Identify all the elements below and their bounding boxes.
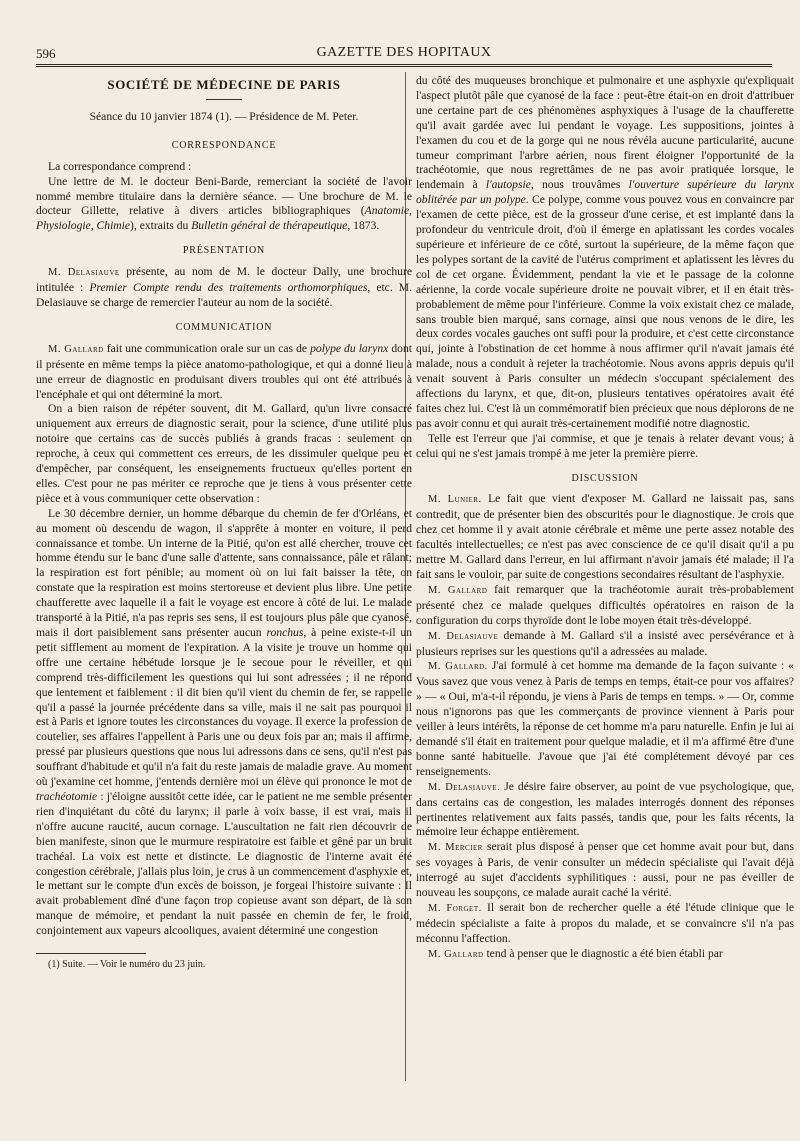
paragraph: M. Delasiauve demande à M. Gallard s'il a insisté avec persévérance et à plusieurs reprises sur les questions qu'il a adressées au malade. bbox=[416, 628, 794, 658]
paragraph: Une lettre de M. le docteur Beni-Barde, remerciant la société de l'avoir nommé membre titulaire dans la dernière séance. — Une brochure de M. le docteur Gillette, relative à divers articles bibliographiques (Anatomie, Physiologie, Chimie), extraits du Bulletin général de thérapeutique, 1873. bbox=[36, 174, 412, 233]
page-header bbox=[36, 44, 772, 62]
speaker-name: M. Gallard. bbox=[428, 661, 488, 673]
running-title: GAZETTE DES HOPITAUX bbox=[316, 45, 492, 60]
speaker-name: M. Delasiauve bbox=[48, 267, 120, 279]
speaker-name: M. Delasiauve bbox=[428, 630, 499, 642]
paragraph: M. Delasiauve présente, au nom de M. le docteur Dally, une brochure intitulée : Premier Compte rendu des traitements orthomorphiques, etc. M. Delasiauve se charge de remercier l'auteur au nom de la société. bbox=[36, 265, 412, 309]
section-head-communication: COMMUNICATION bbox=[175, 321, 273, 333]
paragraph: M. Gallard fait remarquer que la trachéotomie aurait très-probablement présenté chez ce malade quelques difficultés opératoires en raison de la configuration du corps thyroïde dont le lobe moyen était très-développé. bbox=[416, 582, 794, 627]
header-rule bbox=[36, 64, 772, 67]
speaker-name: M. Delasiauve. bbox=[428, 781, 501, 793]
paragraph: La correspondance comprend : bbox=[48, 159, 192, 173]
paragraph: M. Gallard fait une communication orale sur un cas de polype du larynx dont il présente en même temps la pièce anatomo-pathologique, et qui a donné lieu à une erreur de diagnostic en produisant divers troubles qui ont été attribués à l'encéphale et qui ont déterminé la mort. bbox=[36, 341, 412, 401]
right-column bbox=[416, 74, 794, 963]
paragraph: On a bien raison de répéter souvent, dit M. Gallard, qu'un livre consacré uniquement aux erreurs de diagnostic serait, pour la science, d'une utilité plus notoire que certains cas de succès publiés à grands fracas : seulement on reproche, à ceux qui commettent ces erreurs, de les dissimuler quelque peu et d'empêcher, par conséquent, les enseignements fructueux qu'elles portent en elles. C'est pour ne pas mériter ce reproche que je tiens à vous présenter cette pièce et à vous communiquer cette observation : bbox=[36, 402, 412, 505]
title-rule bbox=[206, 99, 242, 100]
section-head-presentation: PRÉSENTATION bbox=[182, 245, 266, 257]
session-line: Séance du 10 janvier 1874 (1). — Présidence de M. Peter. bbox=[89, 109, 359, 123]
footnote: (1) Suite. — Voir le numéro du 23 juin. bbox=[48, 959, 206, 971]
paragraph: Telle est l'erreur que j'ai commise, et que je tenais à relater devant vous; à celui qui ne s'est jamais trompé à me jeter la première pierre. bbox=[416, 431, 794, 460]
paragraph: M. Gallard. J'ai formulé à cet homme ma demande de la façon suivante : « Vous savez que vous venez à Paris de temps en temps, était-ce pour vos affaires? » — « Oui, m'a-t-il répondu, je viens à Paris de temps en temps. » — Or, comme nous n'ignorons pas que les commerçants de province viennent à Paris pour veiller à leurs intérêts, la réponse de cet homme m'a paru naturelle. Enfin je lui ai demandé s'il était en traitement pour quelque maladie, et il m'a affirmé être d'une bonne santé habituelle. J'avoue que j'ai été complétement dévoyé par ces renseignements. bbox=[416, 659, 794, 778]
speaker-name: M. Mercier bbox=[428, 842, 483, 854]
paragraph: M. Mercier serait plus disposé à penser que cet homme avait pour but, dans ses voyages à Paris, de venir consulter un médecin spécialiste qui l'avait déjà interrogé au sujet d'accidents syphilitiques : aussi, pour ne pas éveiller de nouveau les soupçons, ce malade aurait caché la vérité. bbox=[416, 840, 794, 900]
speaker-name: M. Gallard bbox=[48, 343, 104, 355]
paragraph: M. Forget. Il serait bon de rechercher quelle a été l'étude clinique que le médecin spécialiste a faite à propos du malade, et se convaincre s'il n'a pas méconnu l'affection. bbox=[416, 900, 794, 945]
page-number: 596 bbox=[36, 46, 56, 61]
left-column bbox=[36, 74, 412, 973]
paragraph: Le 30 décembre dernier, un homme débarque du chemin de fer d'Orléans, et au moment où descendu de wagon, il s'apprête à monter en voiture, il perd connaissance et tombe. Un interne de la Pitié, qu'on est allé chercher, trouve cet homme étendu sur le banc d'une salle d'attente, sans connaissance, pâle et râlant; la respiration est fort pénible; au moment où on lui fait baisser la tête, on constate que la respiration est moins stertoreuse et devient plus libre. Une petite chaufferette avec laquelle il a fait le voyage est encore à côté de lui. Le malade transporté à la Pitié, n'a pas repris ses sens, il est toujours plus pâle que cyanosé, mais il dort paisiblement sans présenter aucun ronchus, à peine existe-t-il un petit sifflement au moment de l'expiration. A la visite je trouve un homme qui offre une certaine hébétude lorsque je le secoue pour le réveiller, et qui comprend très-difficilement les questions qui lui sont adressées ; il ne répond que lentement et faiblement : il dit bien qu'il vient du chemin de fer, se rappelle qu'il a passé la journée précédente dans sa ville, mais il ne sait pas pourquoi il est à Paris et ignore toutes les circonstances du voyage. Il exerce la profession de coutelier, ses affaires l'appellent à Paris une ou deux fois par an; mais il affirme, pressé par plusieurs questions que nous lui adressons dans ce sens, qu'il n'est pas souffrant d'habitude et qu'il n'a fait du reste jamais de maladie grave. Au moment où j'examine cet homme, j'entends dernière moi un élève qui prononce le mot de trachéotomie : j'éloigne aussitôt cette idée, car le patient ne me semble présenter rien d'inquiétant du côté du larynx; il parle à voix basse, il est vrai, mais il n'offre aucune raucité, aucun cornage. L'auscultation ne fait rien découvrir de bien manifeste, sinon que le murmure respiratoire est faible et gêné par un bruit trachéal. La voix est nette et distincte. Le diagnostic de l'interne avait été congestion cérébrale, j'allais plus loin, je crus à un commencement d'asphyxie et, le mettant sur le compte d'un excès de boisson, je forgeai l'histoire suivante : Il avait probablement dîné d'une façon trop copieuse avant son départ, de là son manque de mémoire, et pendant la nuit passée en chemin de fer, le froid, conjointement aux vapeurs alcooliques, avaient déterminé une congestion bbox=[36, 506, 412, 938]
footnote-rule bbox=[36, 953, 146, 954]
speaker-name: M. Gallard bbox=[428, 948, 484, 960]
section-head-discussion: DISCUSSION bbox=[571, 472, 639, 484]
paragraph: M. Lunier. Le fait que vient d'exposer M. Gallard ne laissait pas, sans contredit, que de présenter bien des obscurités pour le diagnostique. Je crois que chez cet homme il y avait atonie cérébrale et même une perte assez notable des facultés intellectuelles; ce n'est pas avec conscience de ce qu'il disait qu'il a pu mettre M. Gallard dans l'erreur, en lui affirmant n'avoir jamais été malade; il l'a fait sans le vouloir, par suite de congestions secondaires résultant de l'asphyxie. bbox=[416, 492, 794, 581]
paragraph: M. Gallard tend à penser que le diagnostic a été bien établi par bbox=[428, 946, 723, 960]
speaker-name: M. Gallard bbox=[428, 584, 488, 596]
paragraph: du côté des muqueuses bronchique et pulmonaire et une asphyxie qu'expliquait l'aspect plutôt pâle que cyanosé de la face : peut-être était-on en droit d'attribuer une certaine part de ces phénomènes asphyxiques à l'usage de la chaufferette qu'il avait gardée avec lui pendant le voyage. Les suppositions, jointes à l'examen du cou et de la gorge qui ne nous révéla aucune particularité, aucune tumeur comprimant l'arbre aérien, nous firent éloigner l'opportunité de la trachéotomie, que nous regrettâmes de ne pas avoir pratiquée lorsque, le lendemain à l'autopsie, nous trouvâmes l'ouverture supérieure du larynx oblitérée par un polype. Ce polype, comme vous pouvez vous en convaincre par l'examen de cette pièce, est de la grosseur d'une cerise, et est implanté dans la profondeur du ventricule droit, d'où il émerge en aplatissant les cordes vocales supérieure et inférieure de ce côté, surtout la supérieure, de la même façon que les polypes sortant de la cavité de l'utérus compriment et aplatissent les lèvres du col de cet organe. Évidemment, pendant la vie et le passage de la colonne aérienne, la corde vocale supérieure droite ne pouvait vibrer, et il en était très-probablement de même pour l'inférieure. Comme la voix existait chez ce malade, sans trouble bien marqué, sans cornage, ainsi que nous venons de le dire, les deux cordes vocales gauches ont suffi pour la produire, et c'est cette circonstance qui, jointe à l'obstination de cet homme à nous affirmer qu'il n'avait jamais été malade, nous a conduit à rejeter la trachéotomie. Nous avons appris depuis qu'il venait souvent à Paris consulter un médecin s'occupant spécialement des affections du larynx, et que, dit-on, plusieurs tentatives opératoires avait été faites chez lui. C'est là un commémoratif bien précieux que nous déplorons de ne pas avoir connu et qui aurait très-certainement modifié notre diagnostic. bbox=[416, 74, 795, 430]
speaker-name: M. Forget. bbox=[428, 902, 482, 914]
section-head-correspondance: CORRESPONDANCE bbox=[171, 139, 277, 151]
society-title: SOCIÉTÉ DE MÉDECINE DE PARIS bbox=[107, 77, 341, 92]
speaker-name: M. Lunier. bbox=[428, 494, 482, 506]
paragraph: M. Delasiauve. Je désire faire observer, au point de vue psychologique, que, dans certains cas de congestion, les malades interrogés donnent des réponses pertinentes relativement aux faits passés, tandis que, pour les faits récents, la mémoire leur échappe entièrement. bbox=[416, 779, 794, 839]
